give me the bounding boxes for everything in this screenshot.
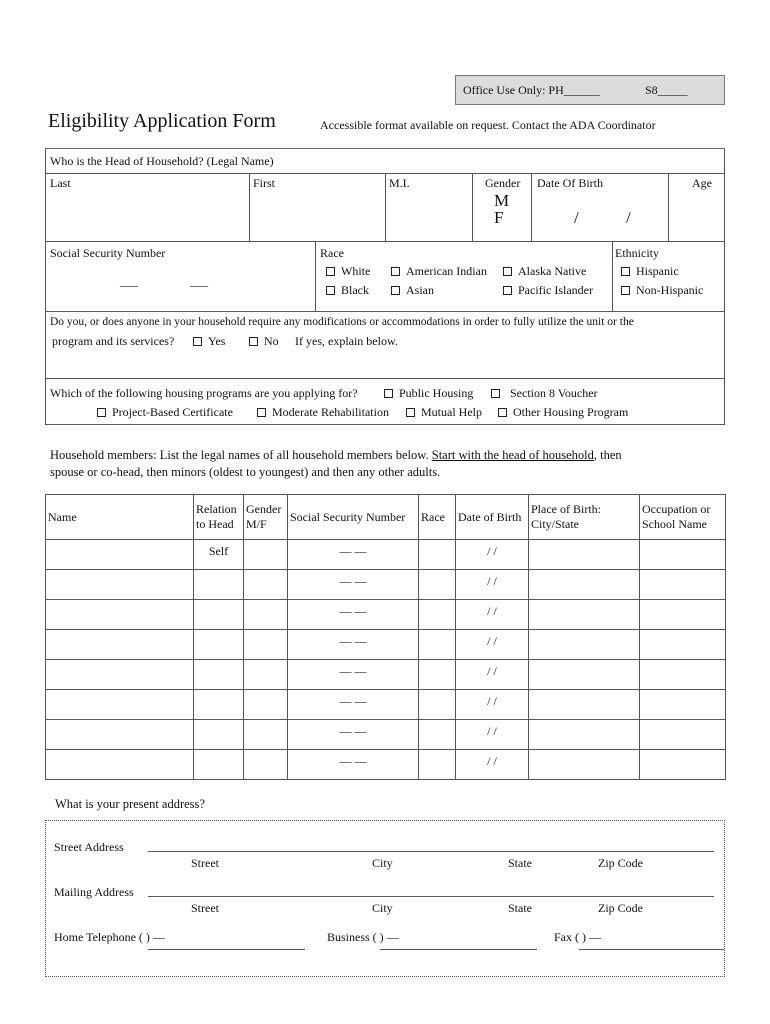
checkbox-icon[interactable] (257, 408, 266, 417)
hoh-gender-label: Gender (485, 176, 521, 190)
member-occupation-cell[interactable] (640, 570, 726, 600)
member-gender-cell[interactable] (244, 570, 288, 600)
mailing-sub-city: City (372, 901, 393, 915)
table-row (46, 630, 726, 660)
member-dob-cell[interactable]: / / (456, 660, 529, 690)
member-race-cell[interactable] (419, 750, 456, 780)
member-name-cell[interactable] (46, 540, 194, 570)
table-row (46, 570, 726, 600)
checkbox-icon[interactable] (326, 286, 335, 295)
member-race-cell[interactable] (419, 720, 456, 750)
table-row (46, 540, 726, 570)
member-name-cell[interactable] (46, 750, 194, 780)
ethnicity-non-hispanic-option[interactable]: Non-Hispanic (621, 283, 703, 298)
member-race-cell[interactable] (419, 660, 456, 690)
table-row (46, 720, 726, 750)
member-name-cell[interactable] (46, 720, 194, 750)
member-relation-cell[interactable] (194, 750, 244, 780)
mailing-sub-street: Street (191, 901, 219, 915)
member-relation-cell[interactable] (194, 600, 244, 630)
program-section8-option[interactable]: Section 8 Voucher (491, 386, 598, 401)
col-race: Race (419, 495, 456, 540)
street-sub-state: State (508, 856, 532, 870)
member-ssn-cell[interactable]: — — (288, 750, 419, 780)
member-relation-cell[interactable] (194, 660, 244, 690)
member-ssn-cell[interactable]: — — (288, 540, 419, 570)
member-ssn-cell[interactable]: — — (288, 600, 419, 630)
members-intro-line2: spouse or co-head, then minors (oldest to youngest) and then any other adults. (50, 465, 441, 479)
member-dob-cell[interactable]: / / (456, 690, 529, 720)
member-race-cell[interactable] (419, 540, 456, 570)
table-row (46, 660, 726, 690)
col-occupation: Occupation or School Name (640, 495, 726, 540)
program-public-housing-option[interactable]: Public Housing (384, 386, 473, 401)
member-gender-cell[interactable] (244, 720, 288, 750)
hoh-gender-f[interactable]: F (494, 208, 504, 227)
checkbox-icon[interactable] (97, 408, 106, 417)
member-ssn-cell[interactable]: — — (288, 690, 419, 720)
office-use-box (455, 75, 725, 105)
member-occupation-cell[interactable] (640, 720, 726, 750)
member-gender-cell[interactable] (244, 750, 288, 780)
accommodations-explain-note: If yes, explain below. (295, 334, 398, 348)
accommodations-question-line2: program and its services? (52, 334, 175, 348)
member-ssn-cell[interactable]: — — (288, 570, 419, 600)
fax-label: Fax ( ) — (554, 930, 601, 944)
race-pacific-islander-option[interactable]: Pacific Islander (503, 283, 593, 298)
office-use-ph: Office Use Only: PH______ (463, 83, 600, 97)
checkbox-icon[interactable] (249, 337, 258, 346)
member-dob-cell[interactable]: / / (456, 570, 529, 600)
mailing-address-label: Mailing Address (54, 885, 134, 899)
street-sub-city: City (372, 856, 393, 870)
mailing-sub-state: State (508, 901, 532, 915)
address-question: What is your present address? (55, 797, 205, 811)
member-gender-cell[interactable] (244, 540, 288, 570)
checkbox-icon[interactable] (503, 267, 512, 276)
mailing-address-line[interactable] (148, 896, 714, 897)
program-moderate-rehab-option[interactable]: Moderate Rehabilitation (257, 405, 389, 420)
members-intro-line1: Household members: List the legal names of all household members below. Start with the head of household, then (50, 448, 622, 462)
member-relation-cell[interactable] (194, 570, 244, 600)
member-occupation-cell[interactable] (640, 540, 726, 570)
race-label: Race (320, 246, 344, 260)
col-ssn: Social Security Number (288, 495, 419, 540)
hoh-heading: Who is the Head of Household? (Legal Name) (50, 154, 274, 168)
member-occupation-cell[interactable] (640, 660, 726, 690)
checkbox-icon[interactable] (406, 408, 415, 417)
col-relation: Relation to Head (194, 495, 244, 540)
street-sub-street: Street (191, 856, 219, 870)
member-pob-cell[interactable] (529, 660, 640, 690)
member-pob-cell[interactable] (529, 630, 640, 660)
member-name-cell[interactable] (46, 570, 194, 600)
checkbox-icon[interactable] (391, 267, 400, 276)
member-gender-cell[interactable] (244, 660, 288, 690)
office-use-s8: S8_____ (645, 83, 688, 97)
hoh-gender-m[interactable]: M (494, 191, 510, 210)
member-dob-cell[interactable]: / / (456, 750, 529, 780)
member-dob-cell[interactable]: / / (456, 720, 529, 750)
accommodations-no-option[interactable]: No (249, 334, 279, 349)
accommodations-yes-option[interactable]: Yes (193, 334, 225, 349)
business-telephone-line[interactable] (380, 949, 537, 950)
member-name-cell[interactable] (46, 600, 194, 630)
street-sub-zip: Zip Code (598, 856, 643, 870)
race-asian-option[interactable]: Asian (391, 283, 434, 298)
program-mutual-help-option[interactable]: Mutual Help (406, 405, 482, 420)
member-occupation-cell[interactable] (640, 600, 726, 630)
member-dob-cell[interactable]: / / (456, 540, 529, 570)
table-header-row (46, 495, 726, 540)
member-relation-cell[interactable] (194, 720, 244, 750)
member-ssn-cell[interactable]: — — (288, 660, 419, 690)
checkbox-icon[interactable] (621, 286, 630, 295)
hoh-dob-slash-2: / (626, 208, 631, 227)
accommodations-question-line1: Do you, or does anyone in your household require any modifications or accommodations in order to fully utilize the unit or the (50, 316, 634, 328)
address-section (45, 820, 725, 977)
member-relation-cell[interactable]: Self (194, 540, 244, 570)
hoh-mi-label: M.I. (389, 176, 410, 190)
hoh-first-label: First (253, 176, 276, 190)
member-name-cell[interactable] (46, 690, 194, 720)
race-alaska-native-option[interactable]: Alaska Native (503, 264, 586, 279)
checkbox-icon[interactable] (391, 286, 400, 295)
checkbox-icon[interactable] (498, 408, 507, 417)
hoh-dob-slash-1: / (574, 208, 579, 227)
member-dob-cell[interactable]: / / (456, 600, 529, 630)
home-telephone-line[interactable] (148, 949, 305, 950)
ethnicity-label: Ethnicity (615, 246, 659, 260)
hoh-age-label: Age (692, 176, 712, 190)
member-occupation-cell[interactable] (640, 630, 726, 660)
col-place-of-birth: Place of Birth: City/State (529, 495, 640, 540)
member-relation-cell[interactable] (194, 690, 244, 720)
member-gender-cell[interactable] (244, 630, 288, 660)
table-row (46, 750, 726, 780)
street-address-label: Street Address (54, 840, 124, 854)
member-pob-cell[interactable] (529, 720, 640, 750)
household-members-table (45, 494, 726, 780)
business-telephone-label: Business ( ) — (327, 930, 399, 944)
checkbox-icon[interactable] (503, 286, 512, 295)
ethnicity-hispanic-option[interactable]: Hispanic (621, 264, 679, 279)
hoh-dob-label: Date Of Birth (537, 176, 603, 190)
member-ssn-cell[interactable]: — — (288, 720, 419, 750)
programs-question: Which of the following housing programs are you applying for? (50, 386, 358, 400)
checkbox-icon[interactable] (621, 267, 630, 276)
program-project-based-option[interactable]: Project-Based Certificate (97, 405, 233, 420)
member-dob-cell[interactable]: / / (456, 630, 529, 660)
table-row (46, 690, 726, 720)
hoh-ssn-dash-1: ___ (120, 274, 138, 288)
race-white-option[interactable]: White (326, 264, 370, 279)
member-relation-cell[interactable] (194, 630, 244, 660)
member-pob-cell[interactable] (529, 750, 640, 780)
member-pob-cell[interactable] (529, 540, 640, 570)
col-dob: Date of Birth (456, 495, 529, 540)
member-gender-cell[interactable] (244, 690, 288, 720)
col-gender: Gender M/F (244, 495, 288, 540)
member-pob-cell[interactable] (529, 600, 640, 630)
checkbox-icon[interactable] (491, 389, 500, 398)
home-telephone-label: Home Telephone ( ) — (54, 930, 165, 944)
table-row (46, 600, 726, 630)
checkbox-icon[interactable] (326, 267, 335, 276)
member-gender-cell[interactable] (244, 600, 288, 630)
member-occupation-cell[interactable] (640, 690, 726, 720)
member-race-cell[interactable] (419, 630, 456, 660)
accessible-format-note: Accessible format available on request. Contact the ADA Coordinator (320, 118, 656, 132)
hoh-ssn-dash-2: ___ (190, 274, 208, 288)
checkbox-icon[interactable] (193, 337, 202, 346)
fax-line[interactable] (579, 949, 724, 950)
member-race-cell[interactable] (419, 690, 456, 720)
col-name: Name (46, 495, 194, 540)
race-black-option[interactable]: Black (326, 283, 369, 298)
hoh-last-label: Last (50, 176, 71, 190)
form-title: Eligibility Application Form (48, 110, 276, 132)
checkbox-icon[interactable] (384, 389, 393, 398)
member-name-cell[interactable] (46, 660, 194, 690)
hoh-ssn-label: Social Security Number (50, 246, 166, 260)
member-occupation-cell[interactable] (640, 750, 726, 780)
street-address-line[interactable] (148, 851, 714, 852)
member-pob-cell[interactable] (529, 570, 640, 600)
mailing-sub-zip: Zip Code (598, 901, 643, 915)
member-race-cell[interactable] (419, 570, 456, 600)
member-race-cell[interactable] (419, 600, 456, 630)
program-other-option[interactable]: Other Housing Program (498, 405, 628, 420)
member-ssn-cell[interactable]: — — (288, 630, 419, 660)
race-american-indian-option[interactable]: American Indian (391, 264, 487, 279)
member-pob-cell[interactable] (529, 690, 640, 720)
member-name-cell[interactable] (46, 630, 194, 660)
